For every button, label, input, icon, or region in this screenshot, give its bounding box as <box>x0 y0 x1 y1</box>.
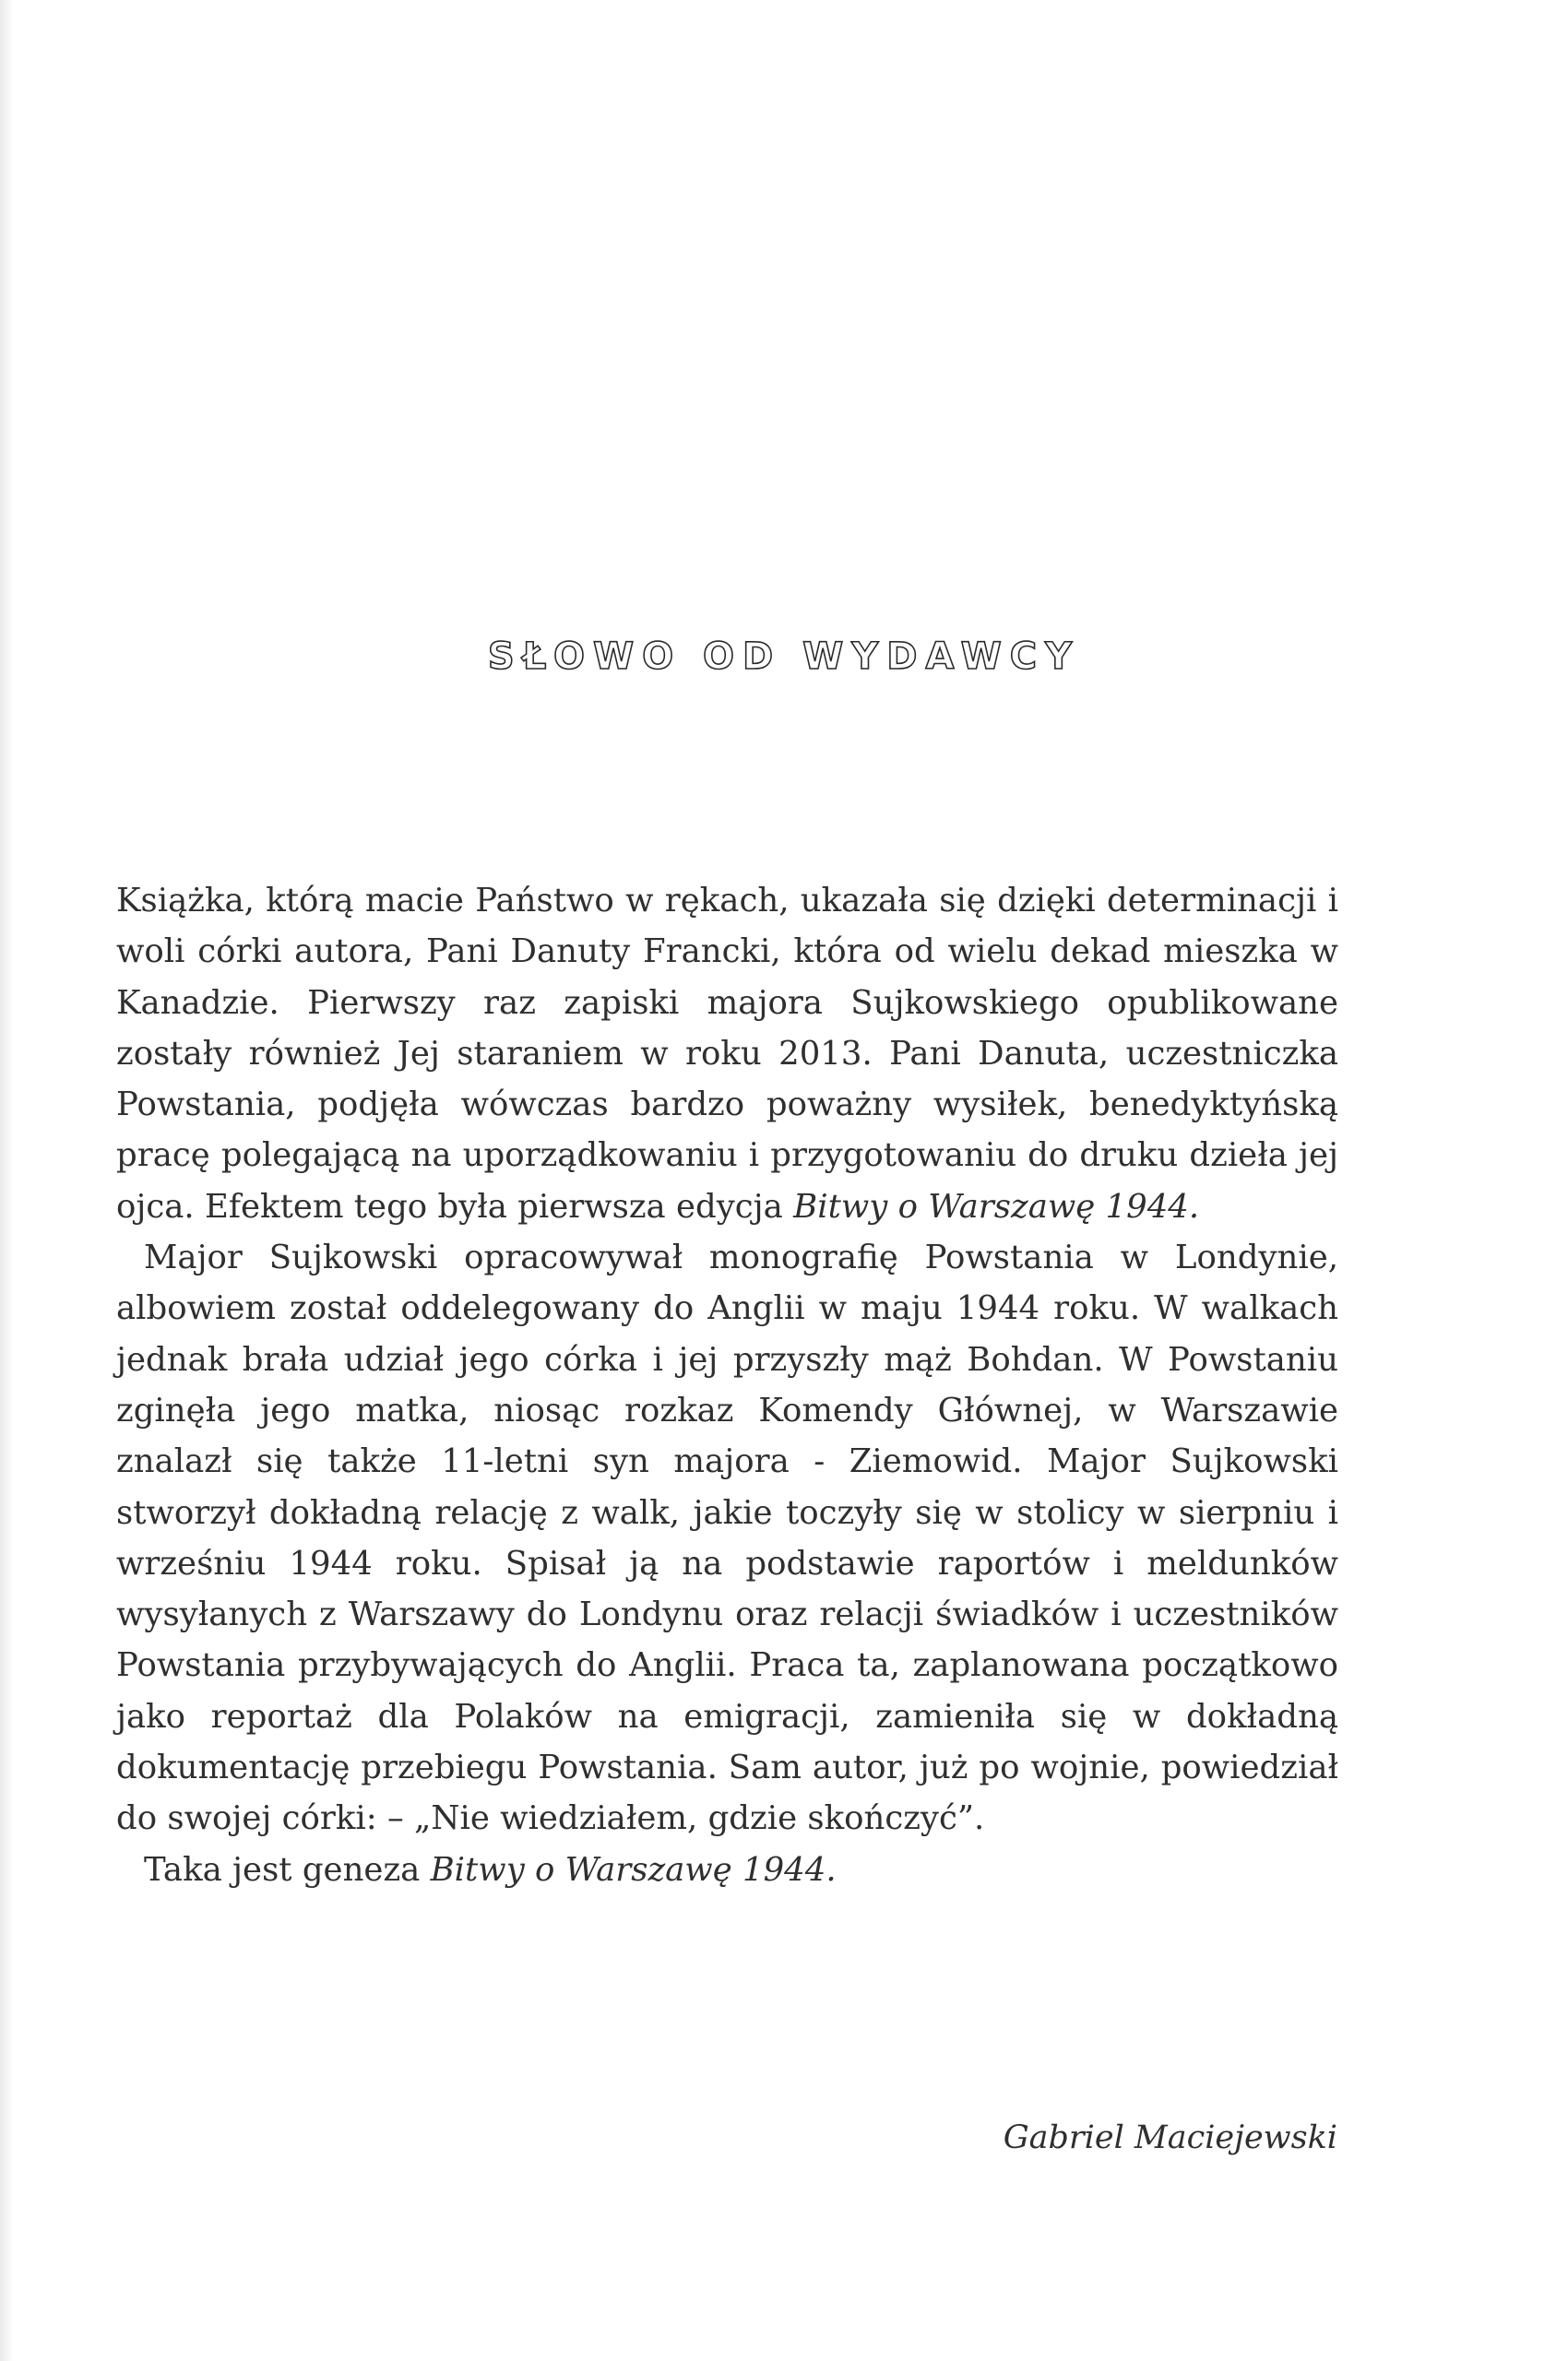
author-signature: Gabriel Maciejewski <box>1003 2119 1337 2156</box>
scan-edge <box>0 0 13 2361</box>
paragraph-3 <box>116 1845 1338 1895</box>
paragraph-1 <box>116 875 1338 1232</box>
paragraph-1-book-title: Bitwy o Warszawę 1944. <box>793 1187 1200 1226</box>
paragraph-2 <box>116 1232 1338 1845</box>
body-text <box>116 875 1338 1895</box>
paragraph-2-text: Major Sujkowski opracowywał monografię Powstania w Londynie, albowiem został oddelegowany do Anglii w maju 1944 roku. W walkach jednak brała udział jego córka i jej przyszły mąż Bohdan. W Powstaniu zginęła jego matka, niosąc rozkaz Komendy Głównej, w Warszawie znalazł się także 11-letni syn majora - Ziemowid. Major Sujkowski stworzył dokładną relację z walk, jakie toczyły się w stolicy w sierpniu i wrześniu 1944 roku. Spisał ją na podstawie raportów i meldunków wysyłanych z Warszawy do Londynu oraz relacji świadków i uczestników Powstania przybywających do Anglii. Praca ta, zaplanowana początkowo jako reportaż dla Polaków na emigracji, zamieniła się w dokładną dokumentację przebiegu Powstania. Sam autor, już po wojnie, powiedział do swojej córki: – „Nie wiedziałem, gdzie skończyć”. <box>116 1239 1338 1838</box>
paragraph-3-text: Taka jest geneza <box>144 1850 431 1889</box>
paragraph-1-text: Książka, którą macie Państwo w rękach, ukazała się dzięki determinacji i woli córki autora, Pani Danuty Francki, która od wielu dekad mieszka w Kanadzie. Pierwszy raz zapiski majora Sujkowskiego opublikowane zostały również Jej staraniem w roku 2013. Pani Danuta, uczestniczka Powstania, podjęła wówczas bardzo poważny wysiłek, benedyktyńską pracę polegającą na uporządkowaniu i przygotowaniu do druku dzieła jej ojca. Efektem tego była pierwsza edycja <box>116 882 1338 1226</box>
paragraph-3-book-title: Bitwy o Warszawę 1944. <box>430 1850 837 1889</box>
page-title: SŁOWO OD WYDAWCY <box>487 635 1081 678</box>
